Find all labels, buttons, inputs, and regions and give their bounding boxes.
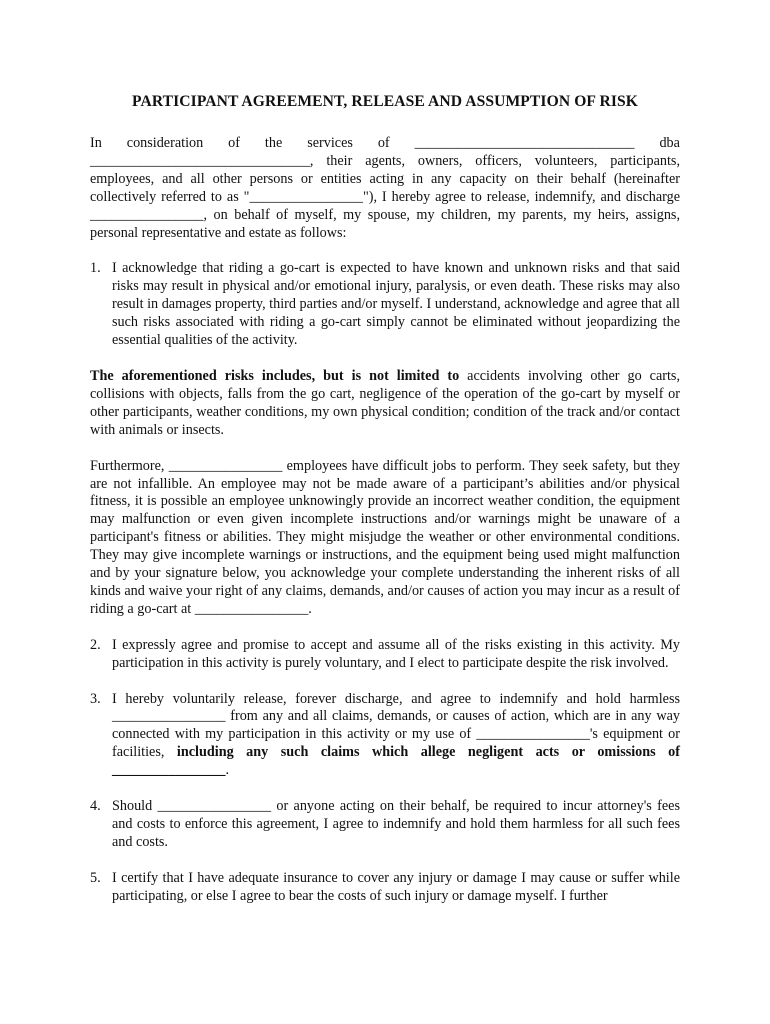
clause-number: 3. — [90, 690, 101, 707]
intro-word: of — [228, 135, 240, 151]
risks-paragraph — [90, 368, 680, 440]
clause-text: I acknowledge that riding a go-cart is expected to have known and unknown risks and that said risks may result in physical and/or emotional injury, paralysis, or even death. These risks may also result in damages property, third parties and/or myself. I understand, acknowledge and agree that all such risks associated with riding a go-cart simply cannot be eliminated without jeopardizing the essential qualities of the activity. — [112, 260, 680, 349]
intro-word: consideration — [126, 135, 204, 151]
clause-number: 1. — [90, 260, 101, 277]
clause-4 — [90, 798, 680, 852]
clause-5 — [90, 870, 680, 906]
clause-text: I certify that I have adequate insurance to cover any injury or damage I may cause or suffer while participating, or else I agree to bear the costs of such injury or damage myself. I further — [112, 869, 680, 904]
furthermore-paragraph: Furthermore, ________________ employees have difficult jobs to perform. They seek safety, but they are not infallible. An employee may not be made aware of a participant’s abilities and/or physical fitness, it is possible an employee unknowingly provide an incorrect weather condition, the equipment may malfunction or even given incomplete instructions and/or warnings might be unaware of a participant's fitness or abilities. They might misjudge the weather or other environmental conditions. They may give incomplete warnings or instructions, and the equipment being used might malfunction and by your signature below, you acknowledge your complete understanding the inherent risks of all kinds and waive your right of any claims, demands, and/or causes of action you may incur as a result of riding a go-cart at ________________. — [90, 457, 680, 617]
clause-bold-tail: including any such claims which allege negligent acts or omissions of ________________ — [112, 744, 680, 779]
intro-rest: _______________________________, their agents, owners, officers, volunteers, participants, employees, and all other persons or entities acting in any capacity on their behalf (hereinafter collectively referred to as "________________"), I hereby agree to release, indemnify, and discharge ________________, on behalf of myself, my spouse, my children, my parents, my heirs, assigns, personal representative and estate as follows: — [90, 152, 680, 241]
risks-text: accidents involving other go carts, collisions with objects, falls from the go cart, negligence of the operation of the go-cart by myself or other participants, weather conditions, my own physical condition; condition of the track and/or contact with animals or insects. — [90, 367, 680, 438]
intro-first-line — [90, 135, 680, 153]
intro-word: the — [264, 135, 283, 151]
clause-number: 4. — [90, 798, 101, 815]
clause-1 — [90, 260, 680, 350]
clause-end: . — [225, 762, 230, 779]
clause-3 — [90, 691, 680, 781]
clause-number: 2. — [90, 636, 101, 653]
intro-word: of — [377, 135, 390, 151]
clause-text: I expressly agree and promise to accept and assume all of the risks existing in this activity. My participation in this activity is purely voluntary, and I elect to participate despite the risk involved. — [112, 636, 680, 671]
clause-text: Should ________________ or anyone acting on their behalf, be required to incur attorney's fees and costs to enforce this agreement, I agree to indemnify and hold them harmless for all such fees and costs. — [112, 798, 680, 850]
intro-word: In — [90, 135, 102, 151]
clause-text: I hereby voluntarily release, forever discharge, and agree to indemnify and hold harmless ________________ from any and all claims, demands, or causes of action, which are in any way connected with my participation in this activity or my use of ________________'s equipment or facilities, — [112, 690, 680, 761]
document-page — [90, 92, 680, 924]
intro-word: dba — [659, 135, 680, 151]
risks-bold-lead: The aforementioned risks includes, but is not limited to — [90, 367, 460, 384]
document-title: PARTICIPANT AGREEMENT, RELEASE AND ASSUMPTION OF RISK — [132, 93, 638, 110]
clause-number: 5. — [90, 869, 101, 886]
intro-blank: _______________________________ — [414, 135, 635, 151]
clause-2 — [90, 637, 680, 673]
intro-word: services — [307, 135, 353, 151]
clause-body — [112, 691, 680, 781]
intro-paragraph — [90, 135, 680, 242]
